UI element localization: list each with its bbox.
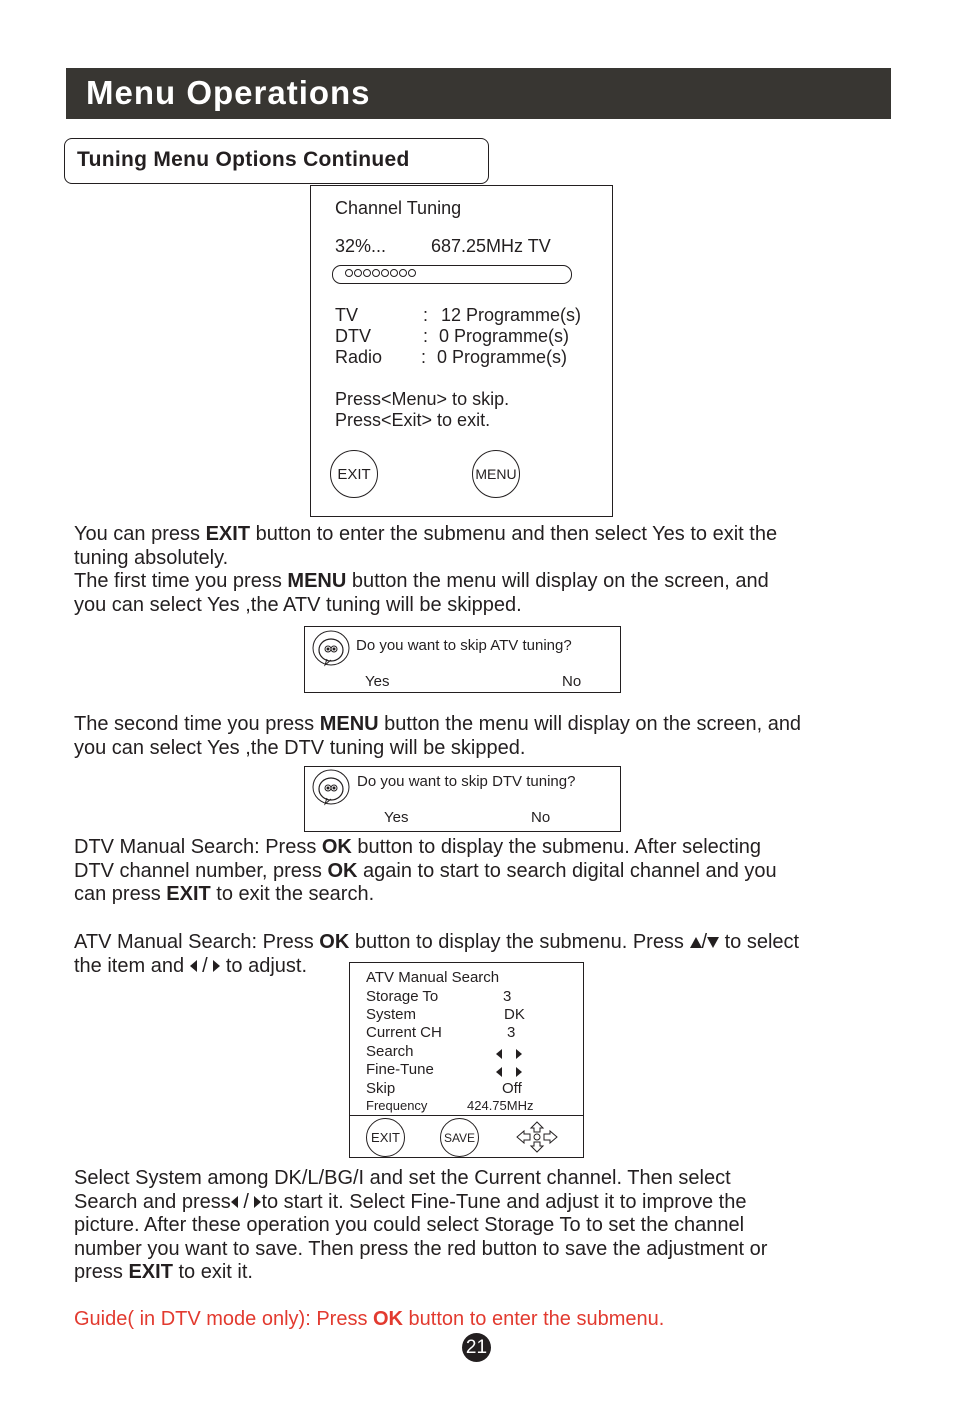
page-title: Menu Operations xyxy=(86,74,371,111)
atv-manual-title: ATV Manual Search xyxy=(366,969,500,986)
exit-button[interactable]: EXIT xyxy=(366,1118,405,1157)
progress-dot xyxy=(345,269,353,277)
left-arrow-icon xyxy=(496,1067,502,1077)
current-ch-label[interactable]: Current CH xyxy=(366,1024,442,1041)
skip-label[interactable]: Skip xyxy=(366,1080,396,1097)
progress-dot xyxy=(408,269,416,277)
menu-button[interactable]: MENU xyxy=(472,450,520,498)
progress-dot xyxy=(372,269,380,277)
channel-tuning-title: Channel Tuning xyxy=(335,198,462,218)
system-value: DK xyxy=(504,1006,525,1023)
progress-dots xyxy=(345,269,416,279)
skip-atv-dialog xyxy=(304,626,621,693)
tuning-frequency: 687.25MHz TV xyxy=(431,236,551,256)
right-arrow-icon xyxy=(516,1049,522,1059)
left-arrow-icon xyxy=(496,1049,502,1059)
paragraph-select-system: Select System among DK/L/BG/I and set the Current channel. Then select Search and press / to start it. Select Fine-Tune and adjust it to improve the picture. After these operation you could select Storage To to set the channel number you want to save. Then press the red button to save the adjustment or press EXIT to exit it. xyxy=(74,1167,768,1284)
up-arrow-icon xyxy=(690,937,702,948)
page-number-badge xyxy=(462,1333,491,1362)
hint-skip: Press<Menu> to skip. xyxy=(335,389,510,409)
fine-tune-arrows[interactable] xyxy=(496,1063,522,1081)
tv-sep: : xyxy=(423,305,429,325)
tv-label: TV xyxy=(335,305,359,325)
tuning-progress-bar xyxy=(332,265,572,284)
skip-dtv-dialog xyxy=(304,766,621,832)
storage-to-value: 3 xyxy=(503,988,512,1005)
panel-divider xyxy=(350,1115,583,1116)
radio-sep: : xyxy=(421,347,427,367)
hint-exit: Press<Exit> to exit. xyxy=(335,410,491,430)
left-arrow-icon xyxy=(190,960,197,972)
progress-dot xyxy=(399,269,407,277)
paragraph-dtv-manual: DTV Manual Search: Press OK button to display the submenu. After selecting DTV channel number, press OK again to start to search digital channel and you can press EXIT to exit the search. xyxy=(74,836,777,906)
search-arrows[interactable] xyxy=(496,1045,522,1063)
down-arrow-icon xyxy=(707,937,719,948)
progress-dot xyxy=(390,269,398,277)
radio-label: Radio xyxy=(335,347,383,367)
search-label[interactable]: Search xyxy=(366,1043,414,1060)
skip-dtv-yes[interactable]: Yes xyxy=(384,809,409,826)
progress-dot xyxy=(354,269,362,277)
fine-tune-label[interactable]: Fine-Tune xyxy=(366,1061,434,1078)
tv-count: 12 Programme(s) xyxy=(441,305,582,325)
progress-percent: 32%... xyxy=(335,236,387,256)
face-icon xyxy=(311,629,351,669)
dtv-sep: : xyxy=(423,326,429,346)
frequency-label: Frequency xyxy=(366,1098,428,1113)
dtv-count: 0 Programme(s) xyxy=(439,326,570,346)
page-number: 21 xyxy=(465,1336,488,1358)
dtv-label: DTV xyxy=(335,326,371,346)
right-arrow-icon xyxy=(516,1067,522,1077)
section-title: Tuning Menu Options Continued xyxy=(77,148,410,171)
system-label[interactable]: System xyxy=(366,1006,417,1023)
header-banner xyxy=(66,68,891,119)
skip-atv-yes[interactable]: Yes xyxy=(365,673,390,690)
paragraph-atv-manual: ATV Manual Search: Press OK button to display the submenu. Press / to select the item and / to adjust. xyxy=(74,931,800,977)
skip-dtv-no[interactable]: No xyxy=(531,809,551,826)
skip-dtv-question: Do you want to skip DTV tuning? xyxy=(357,773,576,790)
skip-atv-question: Do you want to skip ATV tuning? xyxy=(356,637,572,654)
progress-dot xyxy=(381,269,389,277)
paragraph-dtv-skip: The second time you press MENU button the menu will display on the screen, and you can select Yes ,the DTV tuning will be skipped. xyxy=(74,713,802,759)
direction-pad-icon xyxy=(515,1120,559,1154)
progress-dot xyxy=(363,269,371,277)
skip-atv-no[interactable]: No xyxy=(562,673,582,690)
current-ch-value: 3 xyxy=(507,1024,516,1041)
paragraph-exit-menu: You can press EXIT button to enter the submenu and then select Yes to exit the tuning absolutely. The first time you press MENU button the menu will display on the screen, and you can select Yes ,the ATV tuning will be skipped. xyxy=(74,523,778,616)
channel-tuning-panel xyxy=(310,185,613,517)
section-header xyxy=(64,138,489,184)
atv-manual-search-panel xyxy=(349,962,584,1158)
guide-note: Guide( in DTV mode only): Press OK button to enter the submenu. xyxy=(74,1308,665,1330)
save-button[interactable]: SAVE xyxy=(440,1118,479,1157)
frequency-value: 424.75MHz xyxy=(467,1098,534,1113)
exit-button[interactable]: EXIT xyxy=(330,450,378,498)
left-arrow-icon xyxy=(231,1196,238,1208)
radio-count: 0 Programme(s) xyxy=(437,347,568,367)
face-icon xyxy=(311,768,351,808)
skip-value: Off xyxy=(502,1080,522,1097)
storage-to-label[interactable]: Storage To xyxy=(366,988,439,1005)
